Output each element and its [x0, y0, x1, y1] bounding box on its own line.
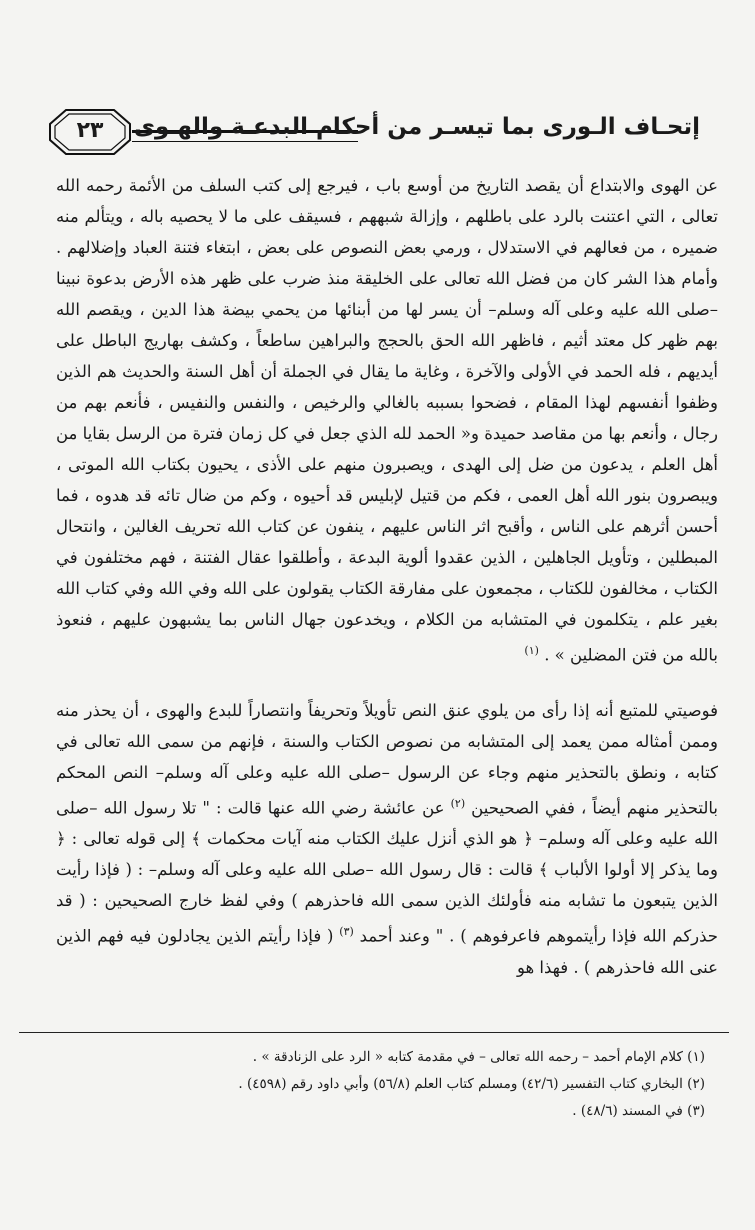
- footnote-3: (٣) في المسند (٤٨/٦) .: [572, 1103, 705, 1119]
- paragraph-2-text-a: فوصيتي للمتبع أنه إذا رأى من يلوي عنق النص تأويلاً وتحريفاً وانتصاراً للبدع والهوى ، أن يحذر منه وممن أمثاله ممن يعمد إلى المتشابه من نصوص الكتاب والسنة ، فإنهم من سمى الله تعالى في كتابه ، ونطق بالتحذير منهم وجاء عن الرسول –صلى الله عليه وعلى آله وسلم– النص المحكم بالتحذير منهم أيضاً ، ففي الصحيحين: [56, 700, 719, 817]
- paragraph-2-text-c: ( فإذا رأيتم الذين يجادلون فيه فهم الذين عنى الله فاحذرهم ) . فهذا هو: [56, 926, 718, 977]
- footnotes: [55, 1044, 705, 1125]
- page-header: [40, 108, 720, 160]
- running-title: إتحـاف الـورى بما تيسـر من أحكام البدعـة والهـوى: [133, 114, 700, 140]
- paragraph-2-text-b: عن عائشة رضي الله عنها قالت : " تلا رسول الله –صلى الله عليه وعلى آله وسلم– ﴿ هو الذي أنزل عليك الكتاب منه آيات محكمات ﴾ إلى قوله تعالى : ﴿ وما يذكر إلا أولوا الألباب ﴾ قالت : قال رسول الله –صلى الله عليه وعلى آله وسلم– : ( فإذا رأيت الذين يتبعون ما تشابه منه فأولئك الذين سمى الله فاحذرهم ) وفي لفظ خارج الصحيحين : ( قد حذركم الله فإذا رأيتموهم فاعرفوهم ) . " وعند أحمد: [56, 798, 718, 946]
- footnote-1: (١) كلام الإمام أحمد – رحمه الله تعالى – في مقدمة كتابه « الرد على الزنادقة » .: [252, 1049, 705, 1065]
- main-text: [56, 170, 718, 983]
- footnote-ref-3: (٣): [339, 925, 354, 938]
- page-number: ٢٣: [76, 118, 104, 143]
- paragraph-2: [56, 695, 718, 983]
- footnote-2: (٢) البخاري كتاب التفسير (٤٢/٦) ومسلم كتاب العلم (٥٦/٨) وأبي داود رقم (٤٥٩٨) .: [238, 1076, 705, 1092]
- paragraph-1-text: عن الهوى والابتداع أن يقصد التاريخ من أوسع باب ، فيرجع إلى كتب السلف من الأئمة رحمه الله تعالى ، التي اعتنت بالرد على باطلهم ، وإزالة شبههم ، فسيقف على ما لا يحصيه باله ، ويتألم منه ضميره ، من فعالهم في الاستدلال ، ورمي بعض النصوص على بعض ، ابتغاء فتنة العباد وإضلالهم . وأمام هذا الشر كان من فضل الله تعالى على الخليقة منذ ضرب على ظهر هذه الأرض بدعوة نبينا –صلى الله عليه وعلى آله وسلم– أن يسر لها من أبنائها من يحمي بيضة هذا الدين ، ويقصم الله بهم ظهر كل معتد أثيم ، فاظهر الله الحق بالحجج والبراهين ساطعاً ، وكشف بهاريج الباطل على أيديهم ، فله الحمد في الأولى والآخرة ، وغاية ما يقال في الجملة أن أهل السنة والحديث هم الذين وظفوا أنفسهم لهذا المقام ، فضحوا بسببه بالغالي والرخيص ، والنفس والنفيس ، فأنعم بهم من رجال ، وأنعم بها من مقاصد حميدة و« الحمد لله الذي جعل في كل زمان فترة من الرسل بقايا من أهل العلم ، يدعون من ضل إلى الهدى ، ويصبرون منهم على الأذى ، يحيون بكتاب الله الموتى ، ويبصرون بنور الله أهل العمى ، فكم من قتيل لإبليس قد أحيوه ، وكم من ضال تائه قد هدوه ، فما أحسن أثرهم على الناس ، وأقبح اثر الناس عليهم ، ينفون عن كتاب الله تحريف الغالين ، وانتحال المبطلين ، وتأويل الجاهلين ، الذين عقدوا ألوية البدعة ، وأطلقوا عقال الفتنة ، فهم مختلفون في الكتاب ، مخالفون للكتاب ، مجمعون على مفارقة الكتاب يقولون على الله وفي الله وفي كتاب الله بغير علم ، يتكلمون في المتشابه من الكلام ، ويخدعون جهال الناس بما يشبهون عليهم ، فنعوذ بالله من فتن المضلين » .: [56, 176, 718, 665]
- footnote-ref-1: (١): [524, 644, 539, 657]
- paragraph-1: [56, 170, 718, 671]
- page-number-badge: [48, 108, 132, 156]
- footnote-separator: [19, 1032, 729, 1033]
- footnote-ref-2: (٢): [450, 796, 466, 810]
